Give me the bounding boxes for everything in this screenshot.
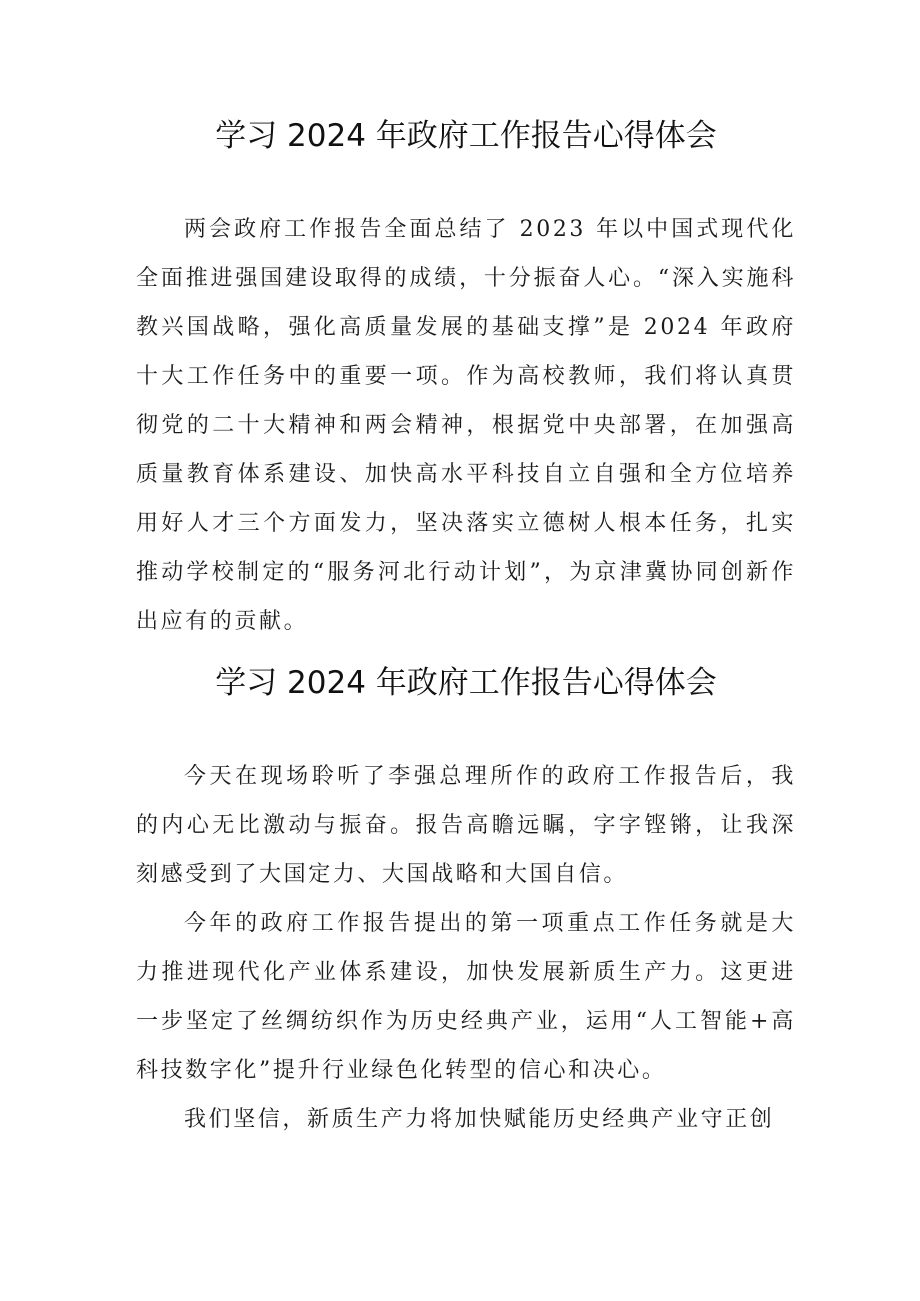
article-body-2 xyxy=(136,752,796,1144)
paragraph: 两会政府工作报告全面总结了 2023 年以中国式现代化全面推进强国建设取得的成绩，十分振奋人心。“深入实施科教兴国战略，强化高质量发展的基础支撑”是 2024 年政府十大工作任务中的重要一项。作为高校教师，我们将认真贯彻党的二十大精神和两会精神，根据党中央部署，在加强高质量教育体系建设、加快高水平科技自立自强和全方位培养用好人才三个方面发力，坚决落实立德树人根本任务，扎实推动学校制定的“服务河北行动计划”，为京津冀协同创新作出应有的贡献。 xyxy=(136,217,796,634)
article-body-1 xyxy=(136,205,796,646)
paragraph: 我们坚信，新质生产力将加快赋能历史经典产业守正创 xyxy=(184,1107,775,1132)
article-title-1: 学习 2024 年政府工作报告心得体会 xyxy=(215,118,717,154)
paragraph: 今天在现场聆听了李强总理所作的政府工作报告后，我的内心无比激动与振奋。报告高瞻远瞩，字字铿锵，让我深刻感受到了大国定力、大国战略和大国自信。 xyxy=(136,764,796,887)
article-title-2: 学习 2024 年政府工作报告心得体会 xyxy=(215,665,717,701)
paragraph: 今年的政府工作报告提出的第一项重点工作任务就是大力推进现代化产业体系建设，加快发展新质生产力。这更进一步坚定了丝绸纺织作为历史经典产业，运用“人工智能+高科技数字化”提升行业绿色化转型的信心和决心。 xyxy=(136,911,796,1083)
